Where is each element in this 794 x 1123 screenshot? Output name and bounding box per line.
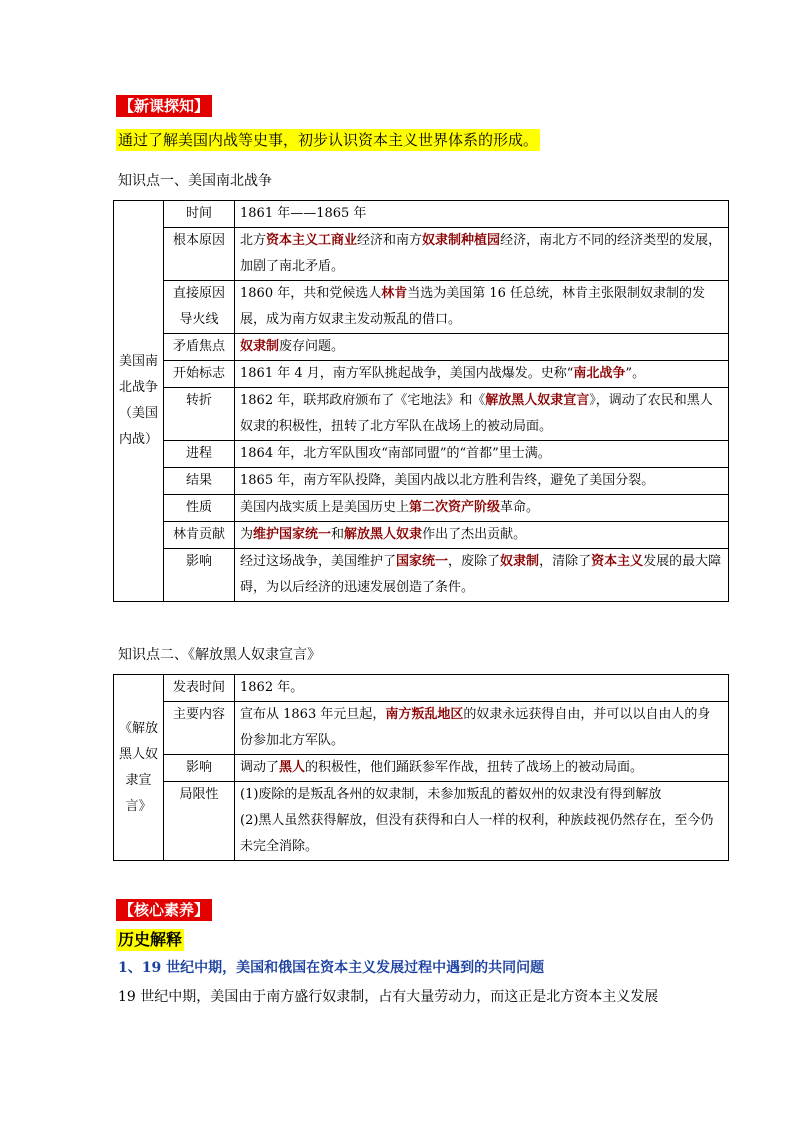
row-label: 结果: [164, 468, 235, 495]
table-row: [114, 441, 729, 468]
row-label: 矛盾焦点: [164, 334, 235, 361]
row-content: [235, 675, 729, 702]
row-label: 进程: [164, 441, 235, 468]
table-row: [114, 522, 729, 549]
row-content: [235, 228, 729, 281]
core-literacy-tag: 【核心素养】: [116, 899, 212, 921]
table-side-label: 《解放黑人奴隶宣言》: [114, 675, 164, 861]
text-segment: 经济，南北方不同的经济类型的发展，加剧了南北矛盾。: [240, 233, 722, 274]
text-segment: 为: [240, 527, 254, 542]
text-segment: ，清除了: [539, 554, 592, 569]
row-label: 转折: [164, 388, 235, 441]
text-segment: 1861 年 4 月，南方军队挑起战争，美国内战爆发。史称“: [240, 366, 574, 381]
keyword: 奴隶制: [240, 339, 280, 354]
new-lesson-tag: 【新课探知】: [116, 95, 212, 117]
row-content: [235, 495, 729, 522]
table-row: [114, 334, 729, 361]
row-label: 时间: [164, 201, 235, 228]
table-row: [114, 228, 729, 281]
table-row: [114, 281, 729, 334]
text-segment: 1862 年，联邦政府颁布了《宅地法》和《: [240, 393, 486, 408]
row-label: 性质: [164, 495, 235, 522]
table-row: [114, 361, 729, 388]
row-label: 开始标志: [164, 361, 235, 388]
text-segment: 宣布从 1863 年元旦起，: [240, 707, 386, 722]
text-segment: 经济和南方: [357, 233, 423, 248]
text-segment: ，废除了: [448, 554, 501, 569]
row-content: [235, 361, 729, 388]
keyword: 黑人: [279, 760, 306, 775]
text-segment: 美国内战实质上是美国历史上: [240, 500, 410, 515]
row-content: [235, 549, 729, 602]
text-segment: 经过这场战争，美国维护了: [240, 554, 397, 569]
text-segment: 发展的最大障碍，为以后经济的迅速发展创造了条件。: [240, 554, 722, 595]
text-segment: 1865 年，南方军队投降，美国内战以北方胜利告终，避免了美国分裂。: [240, 473, 655, 488]
keyword: 南方叛乱地区: [385, 707, 464, 722]
row-content: [235, 702, 729, 755]
keyword: 维护国家统一: [253, 527, 332, 542]
kp2-table: [113, 674, 729, 861]
row-content: [235, 522, 729, 549]
keyword: 资本主义工商业: [266, 233, 358, 248]
row-content: [235, 468, 729, 495]
table-row: [114, 201, 729, 228]
table-row: [114, 388, 729, 441]
text-segment: 的奴隶永远获得自由，并可以以自由人的身份参加北方军队。: [240, 707, 711, 748]
table-row: [114, 495, 729, 522]
table-row: [114, 702, 729, 755]
text-segment: 当选为美国第 16 任总统，林肯主张限制奴隶制的发展，成为南方奴隶主发动叛乱的借口。: [240, 286, 706, 327]
question-1-text: 19 世纪中期，美国由于南方盛行奴隶制，占有大量劳动力，而这正是北方资本主义发展: [118, 989, 659, 1005]
table-row: [114, 549, 729, 602]
text-segment: 革命。: [500, 500, 540, 515]
text-segment: 1861 年——1865 年: [240, 206, 367, 221]
text-segment: 和: [331, 527, 345, 542]
lesson-goal: 通过了解美国内战等史事，初步认识资本主义世界体系的形成。: [118, 131, 539, 149]
row-content: [235, 782, 729, 861]
kp1-heading: 知识点一、美国南北战争: [118, 173, 272, 189]
keyword: 奴隶制种植园: [422, 233, 501, 248]
keyword: 林肯: [381, 286, 408, 301]
text-segment: (1)废除的是叛乱各州的奴隶制，未参加叛乱的蓄奴州的奴隶没有得到解放: [240, 787, 662, 802]
text-segment: ”。: [625, 366, 646, 381]
row-content: [235, 388, 729, 441]
table-row: [114, 755, 729, 782]
row-content: [235, 201, 729, 228]
row-label: 直接原因导火线: [164, 281, 235, 334]
row-content: [235, 334, 729, 361]
keyword: 奴隶制: [500, 554, 540, 569]
section-title-history-interpretation: 历史解释: [118, 930, 183, 949]
text-segment: (2)黑人虽然获得解放，但没有获得和白人一样的权利，种族歧视仍然存在，至今仍未完全消除。: [240, 813, 714, 854]
text-segment: 调动了: [240, 760, 280, 775]
table-row: [114, 468, 729, 495]
row-label: 主要内容: [164, 702, 235, 755]
keyword: 资本主义: [591, 554, 644, 569]
kp1-table: [113, 200, 729, 602]
table-side-label: 美国南北战争（美国内战）: [114, 201, 164, 602]
keyword: 解放黑人奴隶宣言: [485, 393, 590, 408]
text-segment: 作出了杰出贡献。: [422, 527, 527, 542]
row-label: 林肯贡献: [164, 522, 235, 549]
keyword: 解放黑人奴隶: [344, 527, 423, 542]
text-segment: 废存问题。: [279, 339, 345, 354]
text-segment: 1860 年，共和党候选人: [240, 286, 382, 301]
row-label: 影响: [164, 549, 235, 602]
keyword: 第二次资产阶级: [409, 500, 501, 515]
text-segment: 北方: [240, 233, 267, 248]
keyword: 南北战争: [573, 366, 626, 381]
table-row: [114, 782, 729, 861]
row-label: 根本原因: [164, 228, 235, 281]
row-label: 发表时间: [164, 675, 235, 702]
table-row: [114, 675, 729, 702]
text-segment: 1864 年，北方军队围攻“南部同盟”的“首都”里士满。: [240, 446, 551, 461]
text-segment: 1862 年。: [240, 680, 304, 695]
kp2-heading: 知识点二、《解放黑人奴隶宣言》: [118, 647, 321, 663]
row-content: [235, 281, 729, 334]
row-content: [235, 755, 729, 782]
question-1-title: 1、19 世纪中期，美国和俄国在资本主义发展过程中遇到的共同问题: [118, 960, 545, 976]
row-label: 局限性: [164, 782, 235, 861]
text-segment: 》，调动了农民和黑人奴隶的积极性，扭转了北方军队在战场上的被动局面。: [240, 393, 713, 434]
text-segment: 的积极性，他们踊跃参军作战，扭转了战场上的被动局面。: [305, 760, 644, 775]
row-label: 影响: [164, 755, 235, 782]
row-content: [235, 441, 729, 468]
keyword: 国家统一: [396, 554, 449, 569]
